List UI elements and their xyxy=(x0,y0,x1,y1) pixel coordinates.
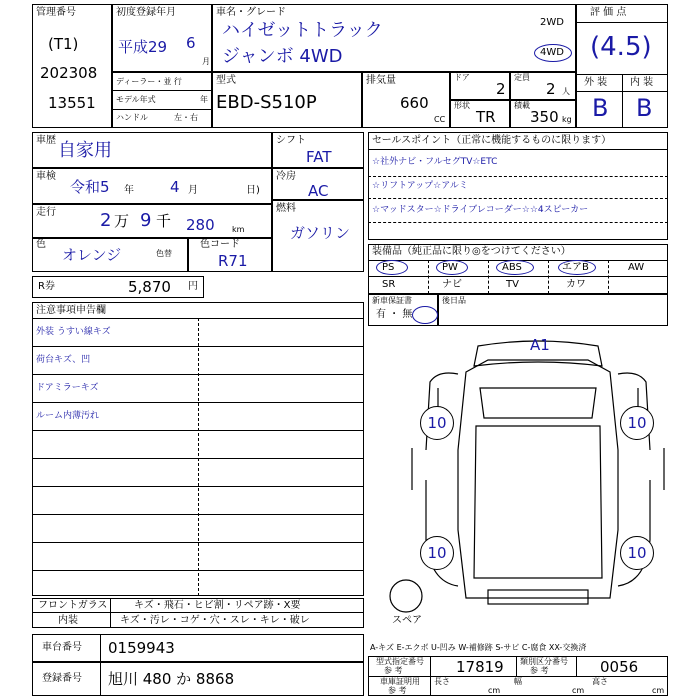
category-label: 類別区分番号 xyxy=(520,657,568,666)
mileage-unit: km xyxy=(232,225,245,234)
exterior-grade: B xyxy=(592,94,609,122)
glass-value: キズ・飛石・ヒビ割・リペア跡・X要 xyxy=(134,600,301,611)
equipment-title: 装備品（純正品に限り◎をつけてください） xyxy=(372,246,571,257)
inspection-month: 4 xyxy=(170,178,180,196)
note-line-3: ドアミラーキズ xyxy=(36,383,99,393)
category-value: 0056 xyxy=(600,658,639,676)
mileage-sen: 9 xyxy=(140,210,152,231)
spec-label: 型式指定番号 xyxy=(376,657,424,666)
recycle-label: R券 xyxy=(38,281,55,292)
sales-point-1: ☆社外ナビ・フルセグTV☆ETC xyxy=(372,157,498,167)
recycle-box xyxy=(32,276,204,298)
inspection-label: 車検 xyxy=(36,171,56,182)
spare-label: スペア xyxy=(392,615,422,626)
history-value: 自家用 xyxy=(58,140,112,161)
equip-abs: ABS xyxy=(502,262,522,273)
sales-point-3: ☆マッドスター☆ドライブレコーダー☆☆4スピーカー xyxy=(372,205,589,215)
reg-era: 平成29 xyxy=(118,38,168,56)
fuel-value: ガソリン xyxy=(290,224,351,242)
model-year-label: モデル年式 xyxy=(116,95,156,104)
post-items-label: 後日品 xyxy=(442,296,466,305)
mgmt-number-2: 13551 xyxy=(48,94,96,112)
width-unit: cm xyxy=(572,686,585,695)
length-label: 長さ xyxy=(434,677,450,686)
car-diagram xyxy=(368,330,668,620)
tire-front-right: 10 xyxy=(620,406,654,440)
interior-label: 内 装 xyxy=(630,77,654,88)
interior-value: キズ・汚レ・コゲ・穴・スレ・キレ・破レ xyxy=(120,615,310,626)
equip-aw: AW xyxy=(628,262,645,273)
diagram-top-mark: A1 xyxy=(530,336,550,354)
equip-sr: SR xyxy=(382,279,396,290)
note-line-1: 外装 うすい線キズ xyxy=(36,327,111,337)
interior-label-bottom: 内装 xyxy=(58,615,78,626)
score-value: (4.5) xyxy=(590,32,652,62)
door-label: ドア xyxy=(454,73,470,82)
category-sub: 参 考 xyxy=(530,666,549,675)
handle-options: 左・右 xyxy=(174,113,198,122)
drive-4wd: 4WD xyxy=(540,47,564,58)
inspection-year-unit: 年 xyxy=(124,185,134,196)
cc-value: 660 xyxy=(400,94,429,112)
interior-grade: B xyxy=(636,94,653,122)
equip-airbag: エアB xyxy=(562,262,589,273)
mgmt-label: 管理番号 xyxy=(36,7,76,18)
reg-label: 初度登録年月 xyxy=(116,7,176,18)
score-label: 評 価 点 xyxy=(590,7,627,18)
note-line-2: 荷台キズ、凹 xyxy=(36,355,91,365)
plate-label: 登録番号 xyxy=(42,673,82,684)
door-value: 2 xyxy=(496,80,506,98)
car-name: ハイゼットトラック xyxy=(222,20,383,41)
mgmt-code: (T1) xyxy=(48,35,79,53)
handle-label: ハンドル xyxy=(116,113,148,122)
spec-sub: 参 考 xyxy=(384,666,403,675)
cooler-label: 冷房 xyxy=(276,171,296,182)
length-unit: cm xyxy=(488,686,501,695)
type-label: 型式 xyxy=(216,75,236,86)
exterior-label: 外 装 xyxy=(584,77,608,88)
inspection-box xyxy=(32,168,272,204)
damage-legend: A-キズ E-エクボ U-凹み W-補修跡 S-サビ C-腐食 XX-交換済 xyxy=(370,643,587,652)
warranty-value: 有 ・ 無 xyxy=(376,309,413,320)
load-label: 積載 xyxy=(514,101,530,110)
color-label: 色 xyxy=(36,239,46,250)
cert-label: 車庫証明用 xyxy=(380,677,420,686)
load-value: 350 xyxy=(530,108,559,126)
cc-label: 排気量 xyxy=(366,75,396,86)
post-items-box xyxy=(438,294,668,326)
spec-value: 17819 xyxy=(456,658,504,676)
year-unit: 年 xyxy=(200,95,208,104)
reg-month: 6 xyxy=(186,34,196,52)
color-change-label: 色替 xyxy=(156,249,172,258)
seats-unit: 人 xyxy=(562,87,570,96)
fuel-label: 燃料 xyxy=(276,203,296,214)
inspection-month-unit: 月 xyxy=(188,185,198,196)
mileage-rest: 280 xyxy=(186,216,215,234)
mileage-man-unit: 万 xyxy=(114,212,130,230)
shape-label: 形状 xyxy=(454,101,470,110)
tire-front-left: 10 xyxy=(420,406,454,440)
tire-rear-left: 10 xyxy=(420,536,454,570)
history-label: 車歴 xyxy=(36,135,56,146)
note-line-4: ルーム内薄汚れ xyxy=(36,411,100,421)
recycle-value: 5,870 xyxy=(128,278,171,296)
drive-2wd: 2WD xyxy=(540,17,564,28)
shift-label: シフト xyxy=(276,135,306,146)
chassis-value: 0159943 xyxy=(108,639,175,657)
cooler-value: AC xyxy=(308,182,329,200)
width-label: 幅 xyxy=(514,677,522,686)
height-label: 高さ xyxy=(592,677,608,686)
name-label: 車名・グレード xyxy=(216,7,286,18)
plate-value: 旭川 480 か 8868 xyxy=(108,670,235,688)
seats-label: 定員 xyxy=(514,73,530,82)
dealer-label: ディーラー・並 行 xyxy=(116,77,182,86)
notes-title: 注意事項申告欄 xyxy=(36,305,106,316)
load-unit: kg xyxy=(562,115,572,124)
car-grade: ジャンボ 4WD xyxy=(222,46,343,67)
sales-point-2: ☆リフトアップ☆アルミ xyxy=(372,181,468,191)
type-value: EBD-S510P xyxy=(216,92,317,113)
equip-leather: カワ xyxy=(566,279,586,290)
glass-label: フロントガラス xyxy=(38,600,108,611)
shape-value: TR xyxy=(476,108,496,126)
height-unit: cm xyxy=(652,686,665,695)
reg-month-unit: 月 xyxy=(202,57,210,66)
mgmt-number-1: 202308 xyxy=(40,64,98,82)
warranty-label: 新車保証書 xyxy=(372,296,412,305)
mileage-man: 2 xyxy=(100,210,112,231)
sales-title: セールスポイント（正常に機能するものに限ります） xyxy=(372,135,612,146)
inspection-era: 令和5 xyxy=(70,178,110,196)
equip-navi: ナビ xyxy=(442,279,462,290)
equip-ps: PS xyxy=(382,262,395,273)
color-code-label: 色コード xyxy=(200,239,240,250)
cc-unit: CC xyxy=(434,115,446,124)
equip-pw: PW xyxy=(442,262,458,273)
tire-rear-right: 10 xyxy=(620,536,654,570)
recycle-unit: 円 xyxy=(188,281,198,292)
equip-tv: TV xyxy=(506,279,519,290)
chassis-label: 車台番号 xyxy=(42,642,82,653)
color-value: オレンジ xyxy=(62,246,122,264)
seats-value: 2 xyxy=(546,80,556,98)
cert-sub: 参 考 xyxy=(388,686,407,695)
shift-value: FAT xyxy=(306,148,332,166)
inspection-day-unit: 日) xyxy=(246,185,260,196)
color-code-value: R71 xyxy=(218,252,248,270)
mileage-label: 走行 xyxy=(36,207,56,218)
mileage-sen-unit: 千 xyxy=(156,212,172,230)
